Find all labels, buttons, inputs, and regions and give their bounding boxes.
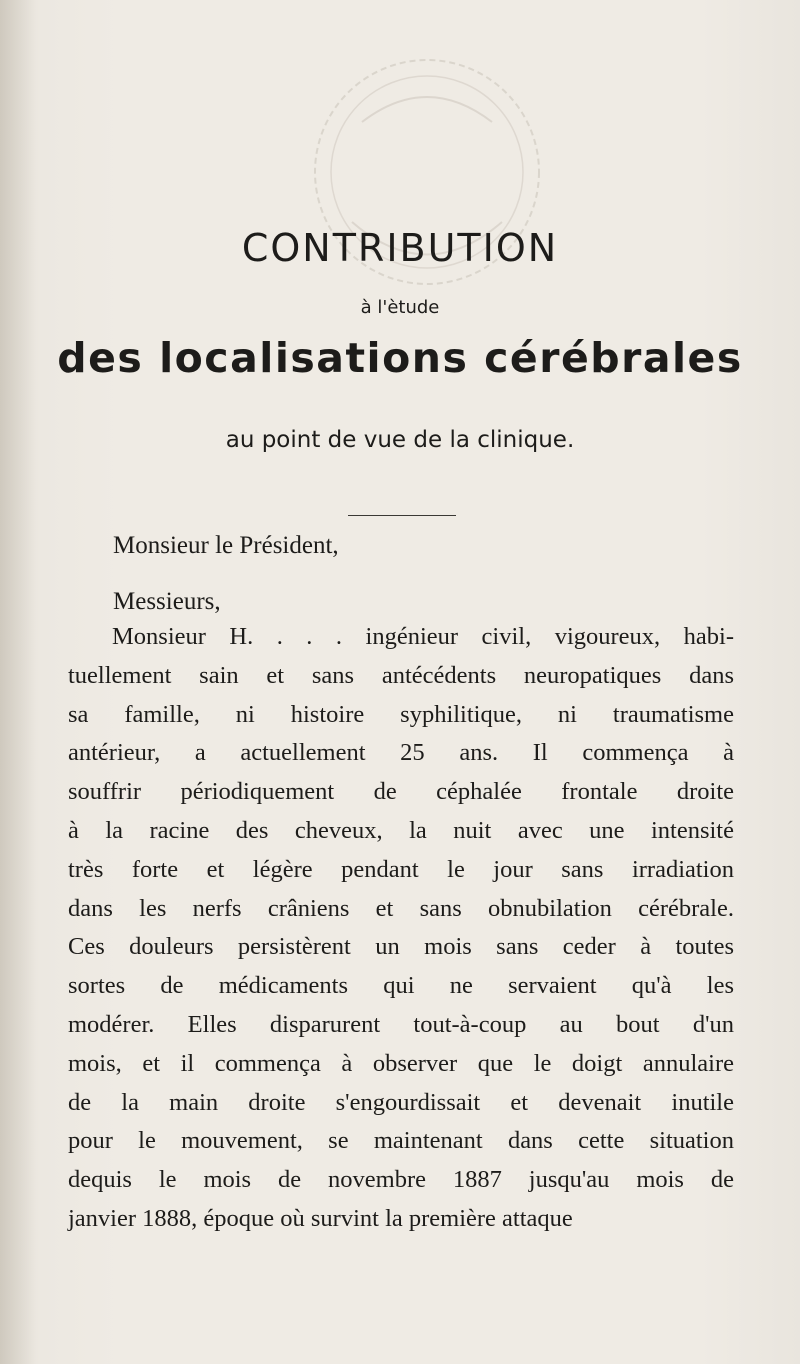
text-line: très forte et légère pendant le jour sans irradiation	[68, 855, 734, 883]
text-line: souffrir périodiquement de céphalée frontale droite	[68, 778, 734, 806]
text-line: de la main droite s'engourdissait et devenait inutile	[68, 1088, 734, 1116]
text-line: sa famille, ni histoire syphilitique, ni traumatisme	[68, 700, 734, 728]
text-line: janvier 1888, époque où survint la première attaque	[68, 1204, 573, 1232]
text-line: pour le mouvement, se maintenant dans cette situation	[68, 1127, 734, 1155]
text-line: modérer. Elles disparurent tout-à-coup au bout d'un	[68, 1010, 734, 1038]
text-line: dans les nerfs crâniens et sans obnubilation cérébrale.	[68, 894, 734, 922]
salutation-line: Messieurs,	[113, 588, 221, 615]
text-line: Ces douleurs persistèrent un mois sans ceder à toutes	[68, 933, 734, 961]
salutation-line: Monsieur le Président,	[113, 532, 339, 559]
text-line: antérieur, a actuellement 25 ans. Il commença à	[68, 739, 734, 767]
text-line: tuellement sain et sans antécédents neuropatiques dans	[68, 661, 734, 689]
salutation	[113, 518, 339, 630]
title-tail: au point de vue de la clinique.	[225, 427, 575, 453]
text-line: sortes de médicaments qui ne servaient qu'à les	[68, 972, 734, 1000]
library-stamp	[292, 52, 562, 332]
text-line: mois, et il commença à observer que le doigt annulaire	[68, 1049, 734, 1077]
text-line: Monsieur H. . . . ingénieur civil, vigoureux, habi-	[112, 623, 734, 650]
document-subject: des localisations cérébrales	[57, 334, 743, 382]
page-edge-shadow	[0, 0, 36, 1364]
title-prefix: à l'ètude	[360, 297, 440, 318]
text-line: à la racine des cheveux, la nuit avec une intensité	[68, 816, 734, 844]
section-divider	[348, 515, 456, 516]
document-title: CONTRIBUTION	[241, 226, 559, 270]
body-paragraph	[68, 618, 734, 1239]
text-line: dequis le mois de novembre 1887 jusqu'au mois de	[68, 1166, 734, 1194]
